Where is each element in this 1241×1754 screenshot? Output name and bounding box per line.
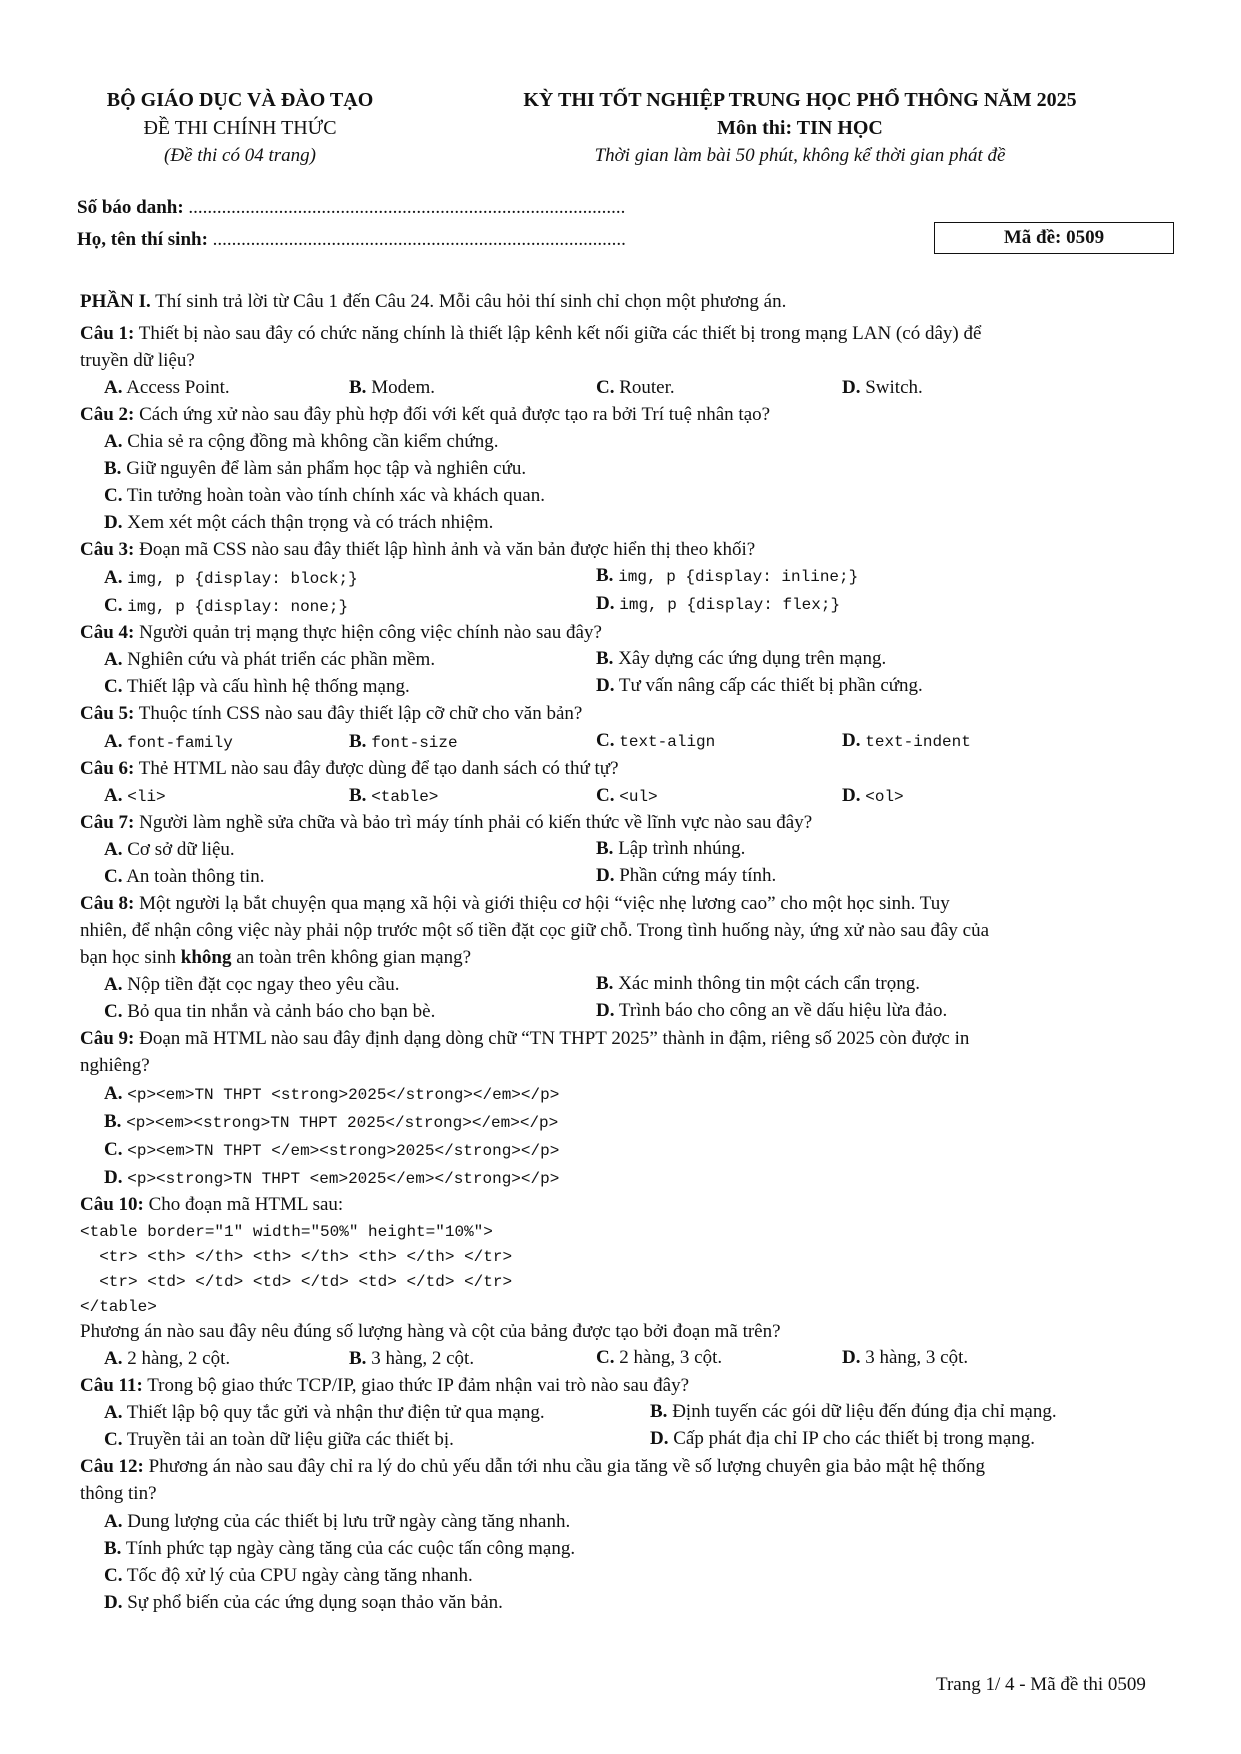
q6-option-c: C. <ul> [596,785,658,806]
candidate-number-label: Số báo danh: [77,197,184,218]
q1-text-cont: truyền dữ liệu? [80,350,195,371]
q5-option-d: D. text-indent [842,730,971,751]
candidate-name-dots: ....................................................................................... [212,229,626,250]
q10-text: Câu 10: Cho đoạn mã HTML sau: [80,1194,344,1215]
q2-option-c: C. Tin tưởng hoàn toàn vào tính chính xác và khách quan. [104,485,545,506]
q5-text: Câu 5: Thuộc tính CSS nào sau đây thiết lập cỡ chữ cho văn bản? [80,703,583,724]
q9-text-cont: nghiêng? [80,1055,150,1076]
q7-option-c: C. An toàn thông tin. [104,866,265,887]
subject-label: Môn thi: [717,117,797,139]
q9-option-d: D. <p><strong>TN THPT <em>2025</em></strong></p> [104,1167,560,1188]
q11-option-a: A. Thiết lập bộ quy tắc gửi và nhận thư điện tử qua mạng. [104,1402,545,1423]
q1-option-a: A. Access Point. [104,377,230,398]
q8-emphasis: không [180,947,232,968]
pages-note: (Đề thi có 04 trang) [164,145,316,166]
subject-line [455,116,1145,140]
q3-option-b: B. img, p {display: inline;} [596,565,859,586]
q5-option-c: C. text-align [596,730,716,751]
q4-text: Câu 4: Người quản trị mạng thực hiện công việc chính nào sau đây? [80,622,602,643]
q12-option-b: B. Tính phức tạp ngày càng tăng của các cuộc tấn công mạng. [104,1538,576,1559]
q1-option-b: B. Modem. [349,377,436,398]
q12-text: Câu 12: Phương án nào sau đây chỉ ra lý do chủ yếu dẫn tới nhu cầu gia tăng về số lượng chuyên gia bảo mật hệ thống [80,1456,986,1477]
q1-text1: Thiết bị nào sau đây có chức năng chính là thiết lập kênh kết nối giữa các thiết bị trong mạng LAN (có dây) để [134,323,982,344]
candidate-name-label: Họ, tên thí sinh: [77,229,208,250]
q3-text: Câu 3: Đoạn mã CSS nào sau đây thiết lập hình ảnh và văn bản được hiển thị theo khối? [80,539,756,560]
page-footer: Trang 1/ 4 - Mã đề thi 0509 [936,1674,1146,1695]
q11-option-d: D. Cấp phát địa chỉ IP cho các thiết bị trong mạng. [650,1428,1036,1449]
q5-option-b: B. font-size [349,731,458,752]
q8-option-b: B. Xác minh thông tin một cách cẩn trọng. [596,973,920,994]
q2-option-d: D. Xem xét một cách thận trọng và có trách nhiệm. [104,512,494,533]
candidate-number-line [77,196,625,220]
q1-option-d: D. Switch. [842,377,923,398]
q1-option-c: C. Router. [596,377,675,398]
q1-label: Câu 1: [80,323,135,344]
q11-option-b: B. Định tuyến các gói dữ liệu đến đúng địa chỉ mạng. [650,1401,1057,1422]
q2-option-a: A. Chia sẻ ra cộng đồng mà không cần kiểm chứng. [104,431,499,452]
part1-heading [80,290,786,314]
q6-option-d: D. <ol> [842,785,904,806]
q9-option-a: A. <p><em>TN THPT <strong>2025</strong></em></p> [104,1083,560,1104]
q8-option-d: D. Trình báo cho công an về dấu hiệu lừa đảo. [596,1000,948,1021]
q10-option-a: A. 2 hàng, 2 cột. [104,1348,231,1369]
q11-text: Câu 11: Trong bộ giao thức TCP/IP, giao thức IP đảm nhận vai trò nào sau đây? [80,1375,690,1396]
q6-option-a: A. <li> [104,785,166,806]
q10-code-line-3: <tr> <td> </td> <td> </td> <td> </td> </tr> [80,1273,513,1291]
q12-option-d: D. Sự phổ biến của các ứng dụng soạn thảo văn bản. [104,1592,503,1613]
q4-option-c: C. Thiết lập và cấu hình hệ thống mạng. [104,676,410,697]
exam-code-box: Mã đề: 0509 [934,222,1174,254]
q8-text-cont2: bạn học sinh không an toàn trên không gian mạng? [80,947,472,968]
q10-code-block [80,1220,512,1320]
q9-option-b: B. <p><em><strong>TN THPT 2025</strong></em></p> [104,1111,559,1132]
q8-option-a: A. Nộp tiền đặt cọc ngay theo yêu cầu. [104,974,400,995]
exam-title: KỲ THI TỐT NGHIỆP TRUNG HỌC PHỔ THÔNG NĂM 2025 [523,89,1077,111]
q10-code-line-1: <table border="1" width="50%" height="10%"> [80,1223,493,1241]
q1-text [80,322,981,346]
q4-option-b: B. Xây dựng các ứng dụng trên mạng. [596,648,887,669]
part1-title: PHẦN I. [80,291,151,312]
q9-option-c: C. <p><em>TN THPT </em><strong>2025</strong></p> [104,1139,560,1160]
q12-text-cont: thông tin? [80,1483,157,1504]
q7-option-b: B. Lập trình nhúng. [596,838,746,859]
official-exam-label: ĐỀ THI CHÍNH THỨC [143,117,337,139]
q3-option-c: C. img, p {display: none;} [104,595,349,616]
q10-question: Phương án nào sau đây nêu đúng số lượng hàng và cột của bảng được tạo bởi đoạn mã trên? [80,1321,781,1342]
q10-option-b: B. 3 hàng, 2 cột. [349,1348,475,1369]
q4-option-d: D. Tư vấn nâng cấp các thiết bị phần cứng. [596,675,923,696]
q5-option-a: A. font-family [104,731,233,752]
q8-text: Câu 8: Một người lạ bắt chuyện qua mạng xã hội và giới thiệu cơ hội “việc nhẹ lương cao” cho một học sinh. Tuy [80,893,950,914]
q8-text-cont: nhiên, để nhận công việc này phải nộp trước một số tiền đặt cọc giữ chỗ. Trong tình huống này, ứng xử nào sau đây của [80,920,990,941]
candidate-number-dots: ............................................................................................ [188,197,626,218]
q9-text: Câu 9: Đoạn mã HTML nào sau đây định dạng dòng chữ “TN THPT 2025” thành in đậm, riêng số 2025 còn được in [80,1028,970,1049]
q6-text: Câu 6: Thẻ HTML nào sau đây được dùng để tạo danh sách có thứ tự? [80,758,619,779]
q10-code-line-2: <tr> <th> </th> <th> </th> <th> </th> </tr> [80,1248,513,1266]
candidate-name-line [77,228,626,252]
q12-option-a: A. Dung lượng của các thiết bị lưu trữ ngày càng tăng nhanh. [104,1511,571,1532]
q3-option-d: D. img, p {display: flex;} [596,593,841,614]
q10-option-c: C. 2 hàng, 3 cột. [596,1347,723,1368]
q7-text: Câu 7: Người làm nghề sửa chữa và bảo trì máy tính phải có kiến thức về lĩnh vực nào sau đây? [80,812,813,833]
subject: TIN HỌC [796,117,883,139]
part1-instruction: Thí sinh trả lời từ Câu 1 đến Câu 24. Mỗi câu hỏi thí sinh chỉ chọn một phương án. [150,291,787,312]
ministry-name: BỘ GIÁO DỤC VÀ ĐÀO TẠO [106,89,374,111]
q8-option-c: C. Bỏ qua tin nhắn và cảnh báo cho bạn bè. [104,1001,436,1022]
q10-option-d: D. 3 hàng, 3 cột. [842,1347,969,1368]
q4-option-a: A. Nghiên cứu và phát triển các phần mềm. [104,649,436,670]
q3-option-a: A. img, p {display: block;} [104,567,358,588]
q10-code-line-4: </table> [80,1298,157,1316]
time-note: Thời gian làm bài 50 phút, không kể thời gian phát đề [594,145,1006,166]
q7-option-d: D. Phần cứng máy tính. [596,865,777,886]
q2-option-b: B. Giữ nguyên để làm sản phẩm học tập và nghiên cứu. [104,458,527,479]
q12-option-c: C. Tốc độ xử lý của CPU ngày càng tăng nhanh. [104,1565,473,1586]
q6-option-b: B. <table> [349,785,439,806]
q11-option-c: C. Truyền tải an toàn dữ liệu giữa các thiết bị. [104,1429,454,1450]
q2-text: Câu 2: Cách ứng xử nào sau đây phù hợp đối với kết quả được tạo ra bởi Trí tuệ nhân tạo? [80,404,771,425]
q7-option-a: A. Cơ sở dữ liệu. [104,839,235,860]
